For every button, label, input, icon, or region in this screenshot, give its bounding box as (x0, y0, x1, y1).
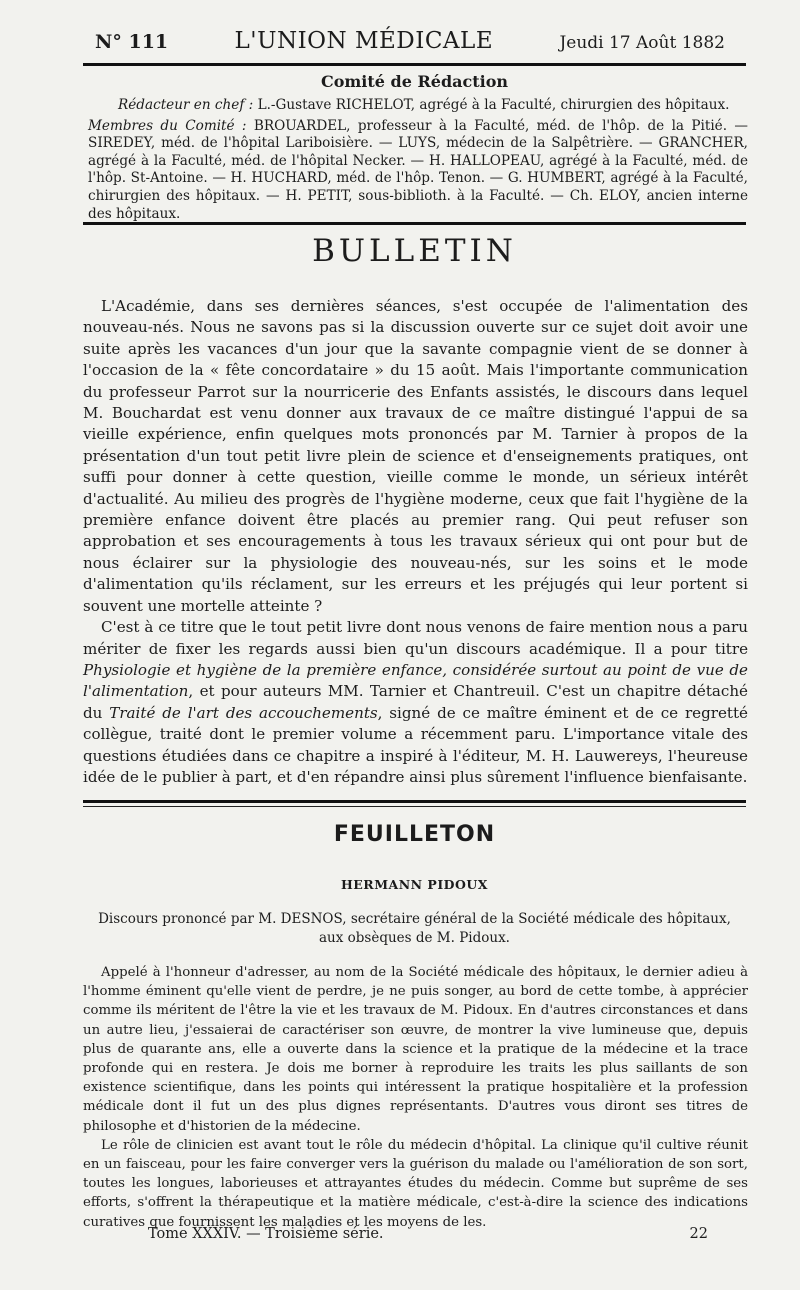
page-number: 22 (689, 1226, 708, 1242)
editorial-committee (88, 97, 748, 223)
issue-number: N° 111 (95, 31, 169, 53)
intro-line-1: Discours prononcé par M. DESNOS, secrétaire général de la Société médicale des hôpitaux, (98, 911, 731, 927)
committee-rule (83, 222, 746, 225)
editor-text: L.-Gustave RICHELOT, agrégé à la Faculté, chirurgien des hôpitaux. (257, 97, 730, 113)
page-header (95, 28, 725, 58)
treatise-title: Traité de l'art des accouchements (109, 703, 378, 722)
feuilleton-rule-bottom (83, 806, 746, 807)
volume-info: Tome XXXIV. — Troisième série. (148, 1226, 384, 1242)
feuilleton-title: FEUILLETON (333, 822, 496, 847)
bulletin-p2-end: , signé de ce maître éminent et de ce regretté collègue, traité dont le premier volume a récemment paru. L'importance vitale des questions étudiées dans ce chapitre a inspiré à l'éditeur, M. H. Lauwereys, l'heureuse idée de le publier à part, et d'en répandre ainsi plus sûrement l'influence bienfaisante. (83, 703, 748, 786)
committee-members-line (88, 118, 748, 224)
bulletin-paragraph-2 (83, 617, 748, 788)
feuilleton-paragraph-2: Le rôle de clinicien est avant tout le rôle du médecin d'hôpital. La clinique qu'il cultive réunit en un faisceau, pour les faire converger vers la guérison du malade ou l'amélioration de son sort, toutes les longues, laborieuses et attrayantes études du médecin. Comme but suprême de ses efforts, s'offrent la thérapeutique et la matière médicale, c'est-à-dire la science des indications curatives que fournissent les maladies et les moyens de les. (83, 1137, 748, 1230)
feuilleton-intro (83, 910, 746, 948)
issue-date: Jeudi 17 Août 1882 (559, 33, 725, 53)
book-title: Physiologie et hygiène de la première enfance, considérée surtout au point de vue de l'alimentation (83, 660, 748, 701)
page-footer (148, 1226, 708, 1242)
bulletin-p2-mid: , et pour auteurs MM. Tarnier et Chantreuil. C'est un chapitre détaché du (83, 682, 748, 722)
editor-label: Rédacteur en chef : (118, 97, 254, 113)
feuilleton-rule-top (83, 800, 746, 803)
bulletin-paragraph-1: L'Académie, dans ses dernières séances, s'est occupée de l'alimentation des nouveau-nés. Nous ne savons pas si la discussion ouverte sur ce sujet doit avoir une suite après les vacances d'un jour que la savante compagnie vient de se donner à l'occasion de la « fête concordataire » du 15 août. Mais l'importante communication du professeur Parrot sur la nourricerie des Enfants assistés, le discours dans lequel M. Bouchardat est venu donner aux travaux de ce maître distingué l'appui de sa vieille expérience, enfin quelques mots prononcés par M. Tarnier à propos de la présentation d'un tout petit livre plein de science et d'enseignements pratiques, ont suffi pour donner à cette question, vieille comme le monde, un sérieux intérêt d'actualité. Au milieu des progrès de l'hygiène moderne, ceux que fait l'hygiène de la première enfance doivent être placés au premier rang. Qui peut refuser son approbation et ses encouragements à tous les travaux sérieux qui ont pour but de nous éclairer sur la physiologie des nouveau-nés, sur les soins et le mode d'alimentation qu'ils réclament, sur les erreurs et les préjugés qui leur portent si souvent une mortelle atteinte ? (83, 297, 748, 615)
committee-title: Comité de Rédaction (320, 72, 509, 91)
feuilleton-subtitle: HERMANN PIDOUX (340, 877, 489, 892)
feuilleton-paragraph-1: Appelé à l'honneur d'adresser, au nom de la Société médicale des hôpitaux, le dernier adieu à l'homme éminent qu'elle vient de perdre, je ne puis songer, au bord de cette tombe, à apprécier comme ils méritent de l'être la vie et les travaux de M. Pidoux. En d'autres circonstances et dans un autre lieu, j'essaierai de caractériser son œuvre, de montrer la vive lumineuse que, depuis plus de quarante ans, elle a ouverte dans la science et la pratique de la médecine et la trace profonde qui en restera. Je dois me borner à reproduire les traits les plus saillants de son existence scientifique, dans les points qui intéressent la pratique hospitalière et la profession médicale dont il fut un des plus dignes représentants. D'autres vous diront ses titres de philosophe et d'historien de la médecine. (83, 965, 748, 1134)
intro-line-2: aux obsèques de M. Pidoux. (319, 930, 510, 946)
header-rule (83, 63, 746, 66)
members-text: BROUARDEL, professeur à la Faculté, méd. de l'hôp. de la Pitié. — SIREDEY, méd. de l'hôpital Lariboisière. — LUYS, médecin de la Salpêtrière. — GRANCHER, agrégé à la Faculté, méd. de l'hôpital Necker. — H. HALLOPEAU, agrégé à la Faculté, méd. de l'hôp. St-Antoine. — H. HUCHARD, méd. de l'hôp. Tenon. — G. HUMBERT, agrégé à la Faculté, chirurgien des hôpitaux. — H. PETIT, sous-biblioth. à la Faculté. — Ch. ELOY, ancien interne des hôpitaux. (88, 117, 748, 222)
journal-title: L'UNION MÉDICALE (234, 28, 494, 54)
feuilleton-article (83, 963, 748, 1232)
bulletin-article (83, 296, 748, 788)
editor-in-chief-line (88, 97, 748, 115)
members-label: Membres du Comité : (88, 117, 247, 134)
bulletin-title: BULLETIN (312, 233, 517, 269)
bulletin-p2-start: C'est à ce titre que le tout petit livre dont nous venons de faire mention nous a paru mériter de fixer les regards aussi bien qu'un discours académique. Il a pour titre (83, 618, 748, 658)
